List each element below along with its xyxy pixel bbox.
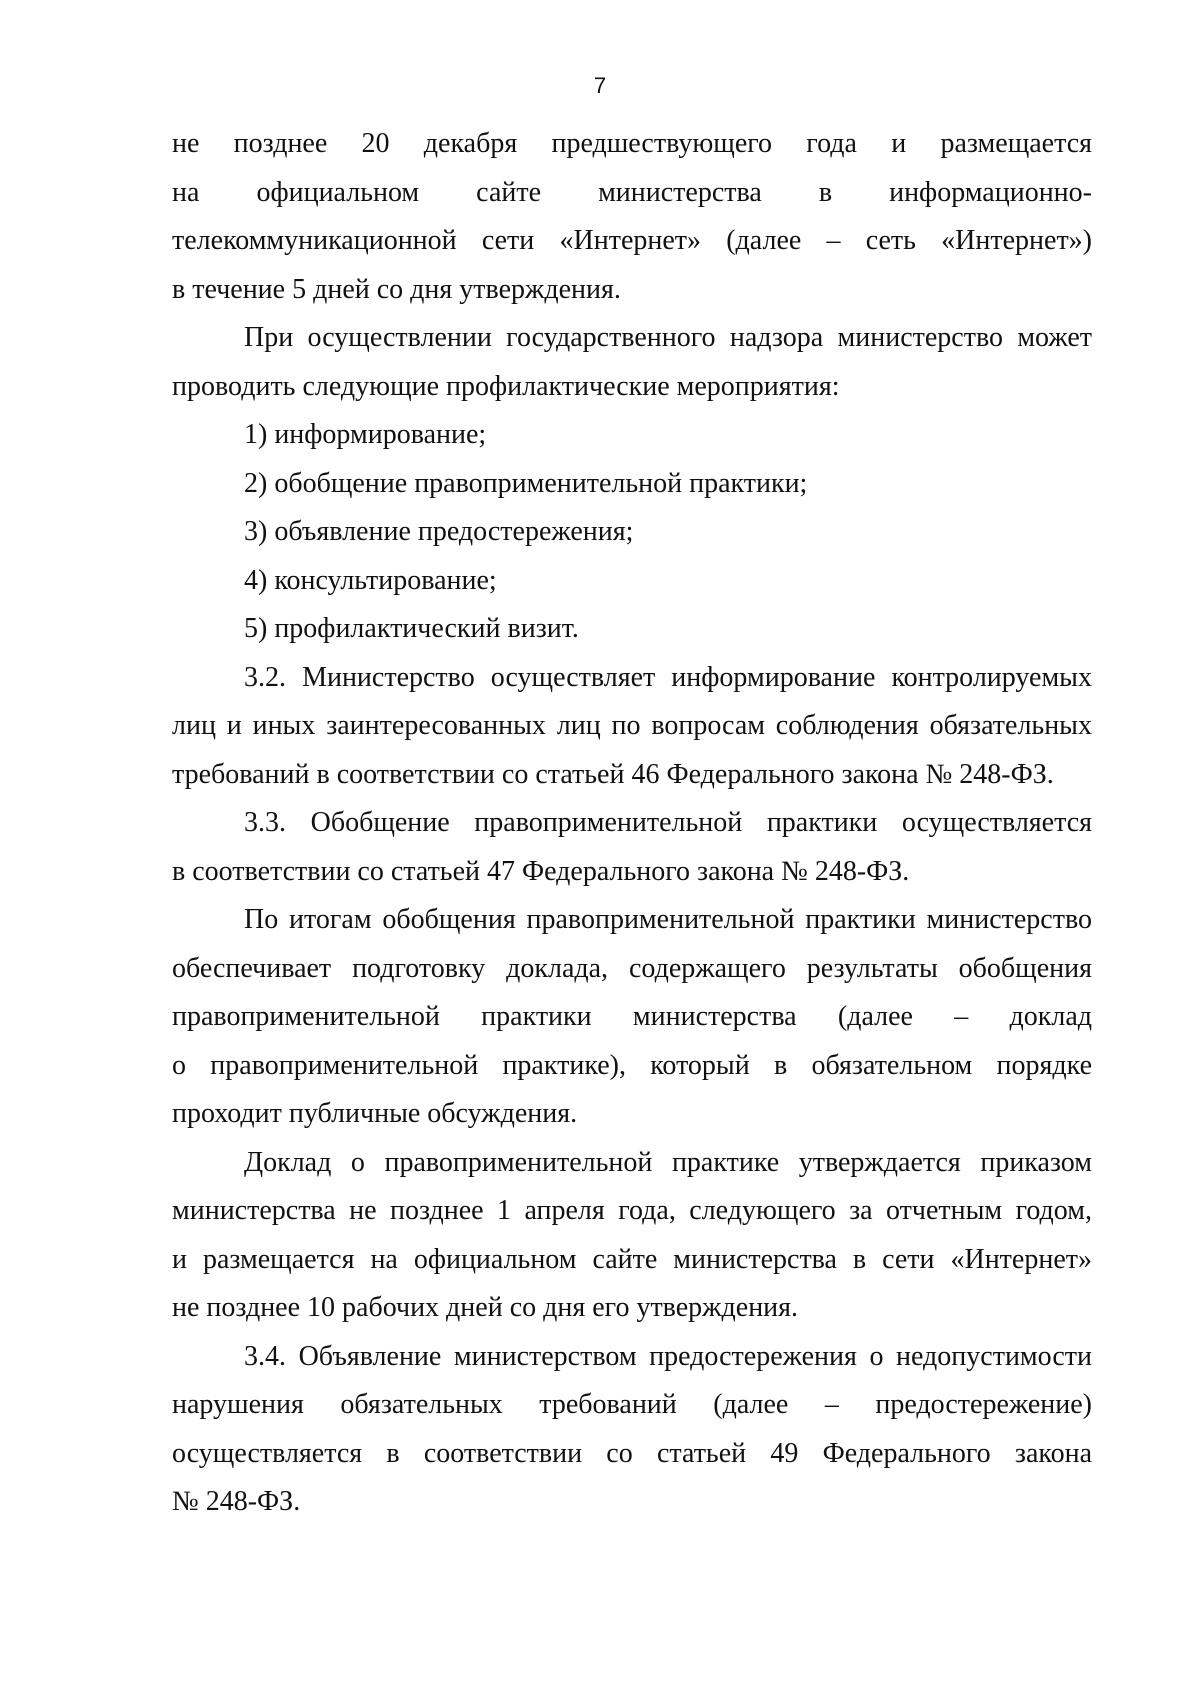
paragraph-2	[172, 314, 1092, 411]
text-line: телекоммуникационной сети «Интернет» (далее – сеть «Интернет»)	[172, 225, 1092, 256]
document-body	[172, 120, 1092, 1527]
text-line: нарушения обязательных требований (далее – предостережение)	[172, 1389, 1092, 1420]
text-line: Доклад о правоприменительной практике утверждается приказом	[244, 1146, 1092, 1178]
text-line: При осуществлении государственного надзора министерство может	[244, 322, 1092, 353]
text-line: лиц и иных заинтересованных лиц по вопросам соблюдения обязательных	[172, 710, 1092, 741]
paragraph-3-2	[172, 654, 1092, 800]
text-line: 3.4. Объявление министерством предостережения о недопустимости	[244, 1340, 1092, 1372]
page-number: 7	[593, 73, 607, 98]
list-item: 3) объявление предостережения;	[244, 516, 634, 547]
text-line: 3.3. Обобщение правоприменительной практики осуществляется	[244, 807, 1092, 838]
text-line: По итогам обобщения правоприменительной практики министерство	[244, 904, 1092, 935]
text-line: в соответствии со статьей 47 Федерального закона № 248-ФЗ.	[172, 855, 910, 887]
text-line: проходит публичные обсуждения.	[172, 1098, 578, 1129]
text-line: правоприменительной практики министерства (далее – доклад	[172, 1001, 1092, 1032]
measures-list	[172, 411, 1092, 654]
text-line: в течение 5 дней со дня утверждения.	[172, 273, 621, 305]
text-line: министерства не позднее 1 апреля года, следующего за отчетным годом,	[172, 1195, 1092, 1226]
paragraph-3-3	[172, 799, 1092, 896]
paragraph-1	[172, 120, 1092, 314]
text-line: и размещается на официальном сайте министерства в сети «Интернет»	[172, 1243, 1092, 1275]
text-line: не позднее 20 декабря предшествующего года и размещается	[172, 128, 1092, 159]
text-line: проводить следующие профилактические мероприятия:	[172, 370, 840, 402]
paragraph-report	[172, 896, 1092, 1139]
list-item: 1) информирование;	[244, 419, 487, 450]
list-item: 2) обобщение правоприменительной практики;	[244, 467, 808, 499]
text-line: обеспечивает подготовку доклада, содержащего результаты обобщения	[172, 952, 1092, 984]
text-line: требований в соответствии со статьей 46 Федерального закона № 248-ФЗ.	[172, 758, 1054, 790]
text-line: 3.2. Министерство осуществляет информирование контролируемых	[244, 661, 1092, 693]
text-line: на официальном сайте министерства в информационно-	[172, 176, 1092, 208]
list-item: 4) консультирование;	[244, 564, 497, 596]
list-item: 5) профилактический визит.	[244, 613, 579, 644]
text-line: осуществляется в соответствии со статьей 49 Федерального закона	[172, 1437, 1092, 1469]
text-line: № 248-ФЗ.	[172, 1486, 301, 1517]
text-line: не позднее 10 рабочих дней со дня его утверждения.	[172, 1292, 799, 1323]
paragraph-3-4	[172, 1333, 1092, 1527]
text-line: о правоприменительной практике), который в обязательном порядке	[172, 1049, 1092, 1081]
paragraph-report-approval	[172, 1139, 1092, 1333]
